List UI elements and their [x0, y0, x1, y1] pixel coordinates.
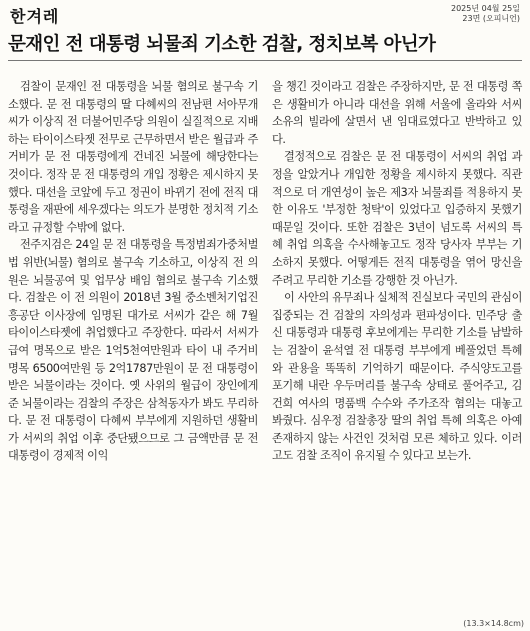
clipping-size-note: (13.3×14.8cm): [463, 619, 524, 628]
page-section: 23면 (오피니언): [462, 14, 520, 23]
masthead: [6, 2, 524, 24]
paragraph: 검찰이 문재인 전 대통령을 뇌물 혐의로 불구속 기소했다. 문 전 대통령의 딸 다혜씨의 전남편 서아무개씨가 이상직 전 더불어민주당 의원이 실질적으로 지배하는 타이이스타젯 전무로 근무하면서 받은 월급과 주거비가 문 전 대통령에게 건네진 뇌물에 해당한다는 것이다. 정작 문 전 대통령의 개입 정황은 제시하지 못했다. 대선을 코앞에 두고 정권이 바뀌기 전에 전직 대통령을 재판에 세우겠다는 의도가 분명한 정치적 기소라고 규정할 수밖에 없다.: [8, 80, 258, 234]
article-column-left: [8, 78, 258, 465]
paragraph: 결정적으로 검찰은 문 전 대통령이 서씨의 취업 과정을 알았거나 개입한 정황을 제시하지 못했다. 직관적으로 더 개연성이 높은 제3자 뇌물죄를 적용하지 못한 이유도 '부정한 청탁'이 있었다고 입증하지 못했기 때문일 것이다. 또한 검찰은 3년이 넘도록 서씨의 특혜 취업 의혹을 수사해놓고도 정작 당사자 부부는 기소하지 못했다. 어떻게든 전직 대통령을 엮어 망신을 주려고 무리한 기소를 강행한 것 아닌가.: [272, 150, 522, 287]
article-column-right: [272, 78, 522, 465]
paragraph: 이 사안의 유무죄나 실체적 진실보다 국민의 관심이 집중되는 건 검찰의 자의성과 편파성이다. 민주당 출신 대통령과 대통령 후보에게는 무리한 기소를 남발하는 검찰이 윤석열 전 대통령 부부에게 베풀었던 특혜와 관용을 똑똑히 기억하기 때문이다. 주식양도고를 포기해 내란 우두머리를 불구속 상태로 풀어주고, 김건희 여사의 명품백 수수와 주가조작 혐의는 대놓고 봐줬다. 심우정 검찰총장 딸의 취업 특혜 의혹은 아예 존재하지 않는 사건인 것처럼 모른 체하고 있다. 이러고도 검찰 조직이 유지될 수 있다고 보는가.: [272, 291, 522, 463]
headline-divider: [8, 60, 522, 61]
paragraph: 을 챙긴 것이라고 검찰은 주장하지만, 문 전 대통령 쪽은 생활비가 아니라 대선을 위해 서울에 올라와 서씨 소유의 빌라에 살면서 낸 임대료였다고 반박하고 있다.: [272, 80, 522, 146]
paragraph: 전주지검은 24일 문 전 대통령을 특정범죄가중처벌법 위반(뇌물) 혐의로 불구속 기소하고, 이상직 전 의원은 뇌물공여 및 업무상 배임 혐의로 불구속 기소했다. 검찰은 이 전 의원이 2018년 3월 중소벤처기업진흥공단 이사장에 임명된 대가로 서씨가 같은 해 7월 타이이스타젯에 취업했다고 주장한다. 따라서 서씨가 급여 명목으로 받은 1억5천여만원과 타이 내 주거비 명목 6500여만원 등 2억1787만원이 문 전 대통령이 받은 뇌물이라는 것이다. 옛 사위의 월급이 장인에게 준 뇌물이라는 검찰의 주장은 삼척동자가 봐도 무리하다. 문 전 대통령이 다혜씨 부부에게 지원하던 생활비가 서씨의 취업 이후 중단됐으므로 그 금액만큼 문 전 대통령이 경제적 이익: [8, 238, 258, 463]
newspaper-logo: 한겨레: [10, 7, 60, 26]
publication-date: 2025년 04월 25일: [451, 4, 520, 13]
headline: 문재인 전 대통령 뇌물죄 기소한 검찰, 정치보복 아닌가: [8, 34, 436, 55]
